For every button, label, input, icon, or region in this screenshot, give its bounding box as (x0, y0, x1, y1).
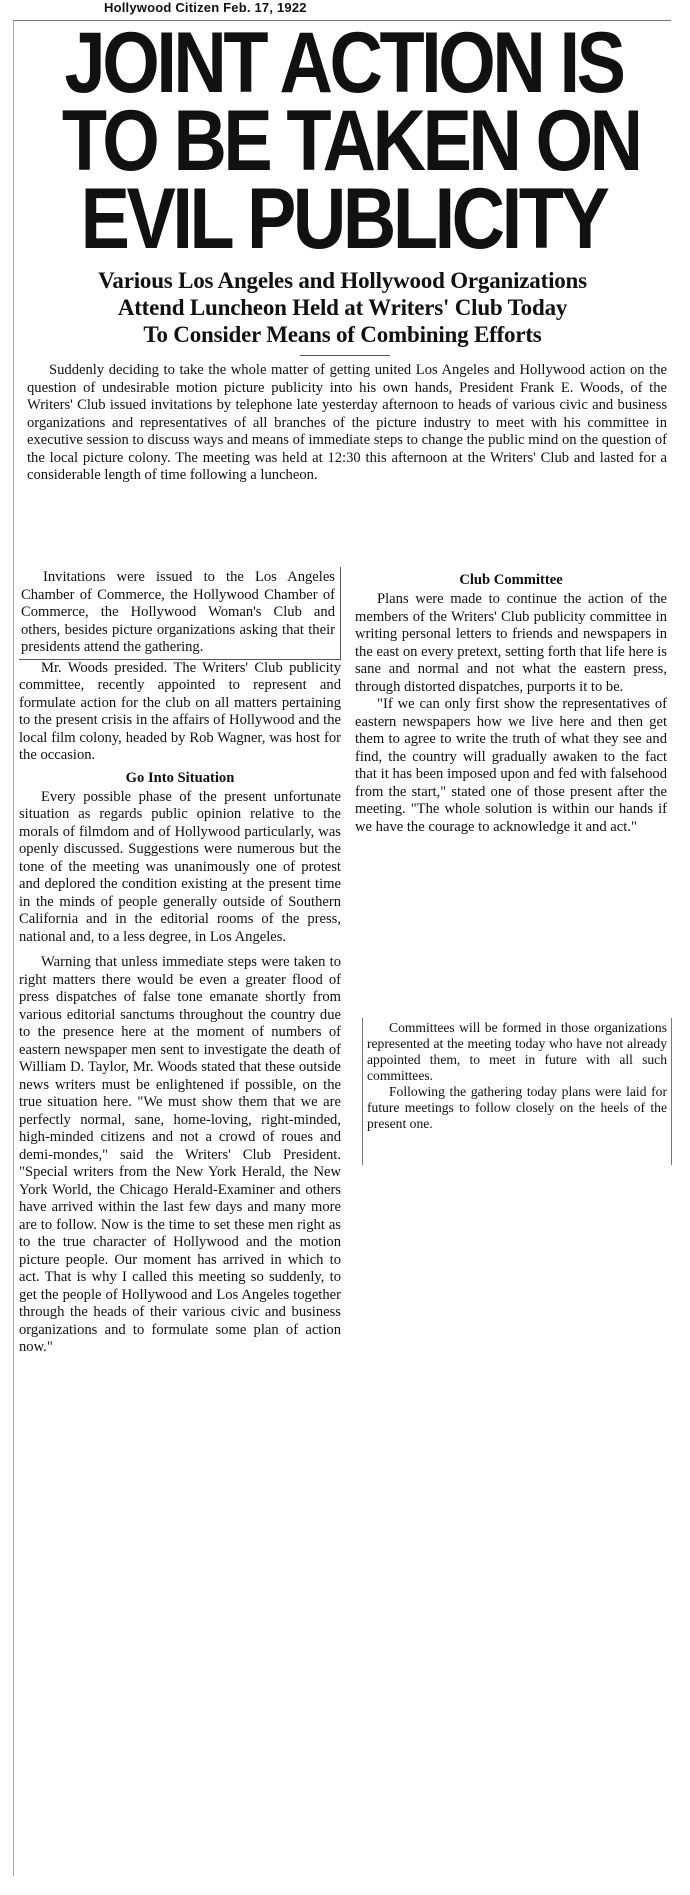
source-line: Hollywood Citizen Feb. 17, 1922 (104, 0, 307, 15)
body-paragraph: Plans were made to continue the action of the members of the Writers' Club publicity committee in writing personal letters to friends and newspapers in the east on every pretext, setting forth that life here is sane and normal and not what the eastern press, through distorted dispatches, purports it to be. (355, 591, 667, 695)
body-paragraph: Committees will be formed in those organizations represented at the meeting today who have not already appointed them, to meet in future with all such committees. (367, 1020, 667, 1083)
deck-line: Various Los Angeles and Hollywood Organizations (98, 268, 587, 293)
left-column (19, 567, 341, 1357)
lead-paragraph: Suddenly deciding to take the whole matter of getting united Los Angeles and Hollywood action on the question of undesirable motion picture publicity into his own hands, President Frank E. Woods, of the Writers' Club issued invitations by telephone late yesterday afternoon to heads of various civic and business organizations and representatives of all branches of the picture industry to meet with his committee in executive session to discuss ways and means of immediate steps to change the public mind on the question of the local picture colony. The meeting was held at 12:30 this afternoon at the Writers' Club and lasted for a considerable length of time following a luncheon. (27, 362, 667, 483)
body-paragraph: "If we can only first show the representatives of eastern newspapers how we live here and then get them to agree to write the truth of what they see and find, the country will gradually awaken to the fact that it has been imposed upon and fed with falsehood from the start," stated one of those present after the meeting. "The whole solution is within our hands if we have the courage to acknowledge it and act." (355, 696, 667, 835)
body-paragraph: Mr. Woods presided. The Writers' Club publicity committee, recently appointed to represent and formulate action for the club on all matters pertaining to the present crisis in the affairs of Hollywood and the local film colony, headed by Rob Wagner, was host for the occasion. (19, 659, 341, 763)
body-paragraph: Warning that unless immediate steps were taken to right matters there would be even a greater flood of press dispatches of false tone emanate shortly from various editorial sanctums throughout the country due to the presence here at the moment of numbers of eastern newspaper men sent to investigate the death of William D. Taylor, Mr. Woods stated that these outside news writers must be enlightened if possible, on the true situation here. "We must show them that we are perfectly normal, sane, home-loving, right-minded, high-minded citizens and not a crowd of roues and demi-mondes," said the Writers' Club President. "Special writers from the New York Herald, the New York World, the Chicago Herald-Examiner and others have arrived within the last few days and many more are to follow. Now is the time to set these men right as to the true character of Hollywood and the motion picture people. Our moment has arrived in which to act. That is why I called this meeting so suddenly, to get the people of Hollywood and Los Angeles together through the heads of their various civic and business organizations and to formulate some plan of action now." (19, 954, 341, 1355)
body-paragraph: Invitations were issued to the Los Angeles Chamber of Commerce, the Hollywood Chamber of Commerce, the Hollywood Woman's Club and others, besides picture organizations asking that their presidents attend the gathering. (21, 569, 335, 655)
section-subhead: Go Into Situation (125, 769, 235, 786)
section-subhead: Club Committee (459, 572, 563, 588)
body-paragraph: Every possible phase of the present unfortunate situation as regards public opinion relative to the morals of filmdom and of Hollywood particularly, was openly discussed. Suggestions were numerous but the tone of the meeting was unanimously one of protest and deplored the condition existing at the present time in the minds of people generally outside of Southern California and in the editorial rooms of the press, national and, to a less degree, in Los Angeles. (19, 788, 341, 945)
deck-line: Attend Luncheon Held at Writers' Club Today (117, 295, 568, 320)
paragraph-gap (19, 946, 341, 954)
divider-rule (300, 355, 390, 356)
deck-line: To Consider Means of Combining Efforts (143, 322, 542, 347)
right-column (355, 567, 667, 836)
subheadline-deck (20, 267, 665, 348)
headline-line: JOINT ACTION IS (64, 15, 623, 111)
committees-box (362, 1018, 672, 1165)
headline (61, 15, 640, 267)
body-paragraph: Following the gathering today plans were laid for future meetings to follow closely on the heels of the present one. (367, 1084, 667, 1131)
invitations-box (19, 567, 341, 660)
headline-line: EVIL PUBLICITY (80, 171, 607, 267)
headline-line: TO BE TAKEN ON (61, 93, 640, 189)
